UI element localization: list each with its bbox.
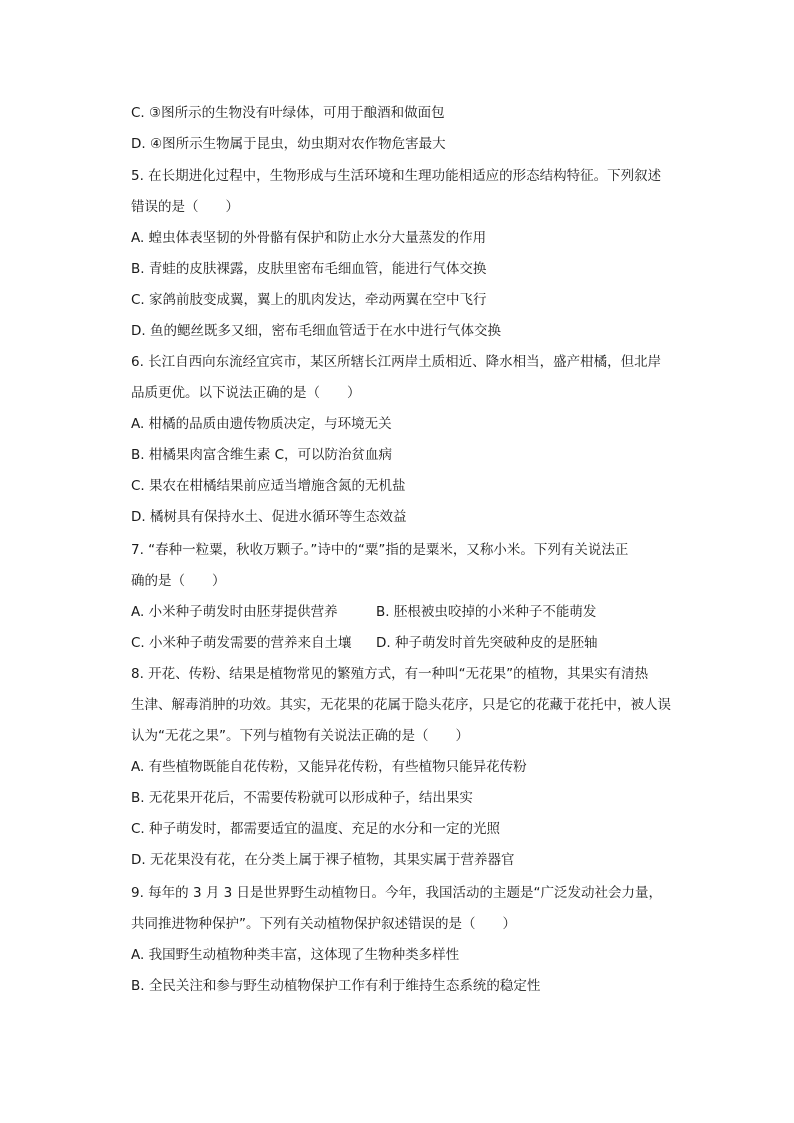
q6-option-a: A. 柑橘的品质由遗传物质决定，与环境无关 [131, 416, 392, 432]
q7-stem-line1: 7. “春种一粒粟，秋收万颗子。”诗中的“粟”指的是粟米，又称小米。下列有关说法正 [131, 542, 629, 558]
q7-option-a: A. 小米种子萌发时由胚芽提供营养 [131, 604, 338, 620]
q4-option-d: D. ④图所示生物属于昆虫，幼虫期对农作物危害最大 [131, 136, 446, 152]
q5-option-a: A. 蝗虫体表坚韧的外骨骼有保护和防止水分大量蒸发的作用 [131, 230, 487, 246]
q8-option-a: A. 有些植物既能自花传粉，又能异花传粉，有些植物只能异花传粉 [131, 759, 527, 775]
q5-option-b: B. 青蛙的皮肤裸露，皮肤里密布毛细血管，能进行气体交换 [131, 261, 487, 277]
q4-option-c: C. ③图所示的生物没有叶绿体，可用于酿酒和做面包 [131, 105, 445, 121]
q6-option-d: D. 橘树具有保持水土、促进水循环等生态效益 [131, 509, 407, 525]
q6-stem-line2: 品质更优。以下说法正确的是（ ） [131, 385, 361, 401]
q6-option-c: C. 果农在柑橘结果前应适当增施含氮的无机盐 [131, 478, 406, 494]
q8-option-d: D. 无花果没有花，在分类上属于裸子植物，其果实属于营养器官 [131, 852, 515, 868]
q7-option-d: D. 种子萌发时首先突破种皮的是胚轴 [376, 635, 598, 651]
q8-stem-line3: 认为“无花之果”。下列与植物有关说法正确的是（ ） [131, 728, 469, 744]
q7-stem-line2: 确的是（ ） [131, 573, 226, 589]
q8-option-c: C. 种子萌发时，都需要适宜的温度、充足的水分和一定的光照 [131, 821, 501, 837]
q6-option-b: B. 柑橘果肉富含维生素 C，可以防治贫血病 [131, 447, 393, 463]
q5-option-c: C. 家鸽前肢变成翼，翼上的肌肉发达，牵动两翼在空中飞行 [131, 292, 487, 308]
q7-option-c: C. 小米种子萌发需要的营养来自土壤 [131, 635, 352, 651]
q9-stem-line1: 9. 每年的 3 月 3 日是世界野生动植物日。今年，我国活动的主题是“广泛发动社会力量， [131, 885, 663, 901]
q9-option-a: A. 我国野生动植物种类丰富，这体现了生物种类多样性 [131, 947, 460, 963]
q9-option-b: B. 全民关注和参与野生动植物保护工作有利于维持生态系统的稳定性 [131, 978, 541, 994]
q5-option-d: D. 鱼的鳃丝既多又细，密布毛细血管适于在水中进行气体交换 [131, 323, 501, 339]
q8-stem-line2: 生津、解毒消肿的功效。其实，无花果的花属于隐头花序，只是它的花藏于花托中，被人误 [131, 697, 671, 713]
q5-stem-line2: 错误的是（ ） [131, 199, 239, 215]
q9-stem-line2: 共同推进物种保护”。下列有关动植物保护叙述错误的是（ ） [131, 916, 516, 932]
q8-stem-line1: 8. 开花、传粉、结果是植物常见的繁殖方式，有一种叫“无花果”的植物，其果实有清热 [131, 666, 649, 682]
q5-stem-line1: 5. 在长期进化过程中，生物形成与生活环境和生理功能相适应的形态结构特征。下列叙述 [131, 168, 662, 184]
q6-stem-line1: 6. 长江自西向东流经宜宾市，某区所辖长江两岸土质相近、降水相当，盛产柑橘，但北岸 [131, 354, 662, 370]
q8-option-b: B. 无花果开花后，不需要传粉就可以形成种子，结出果实 [131, 790, 473, 806]
q7-option-b: B. 胚根被虫咬掉的小米种子不能萌发 [376, 604, 597, 620]
